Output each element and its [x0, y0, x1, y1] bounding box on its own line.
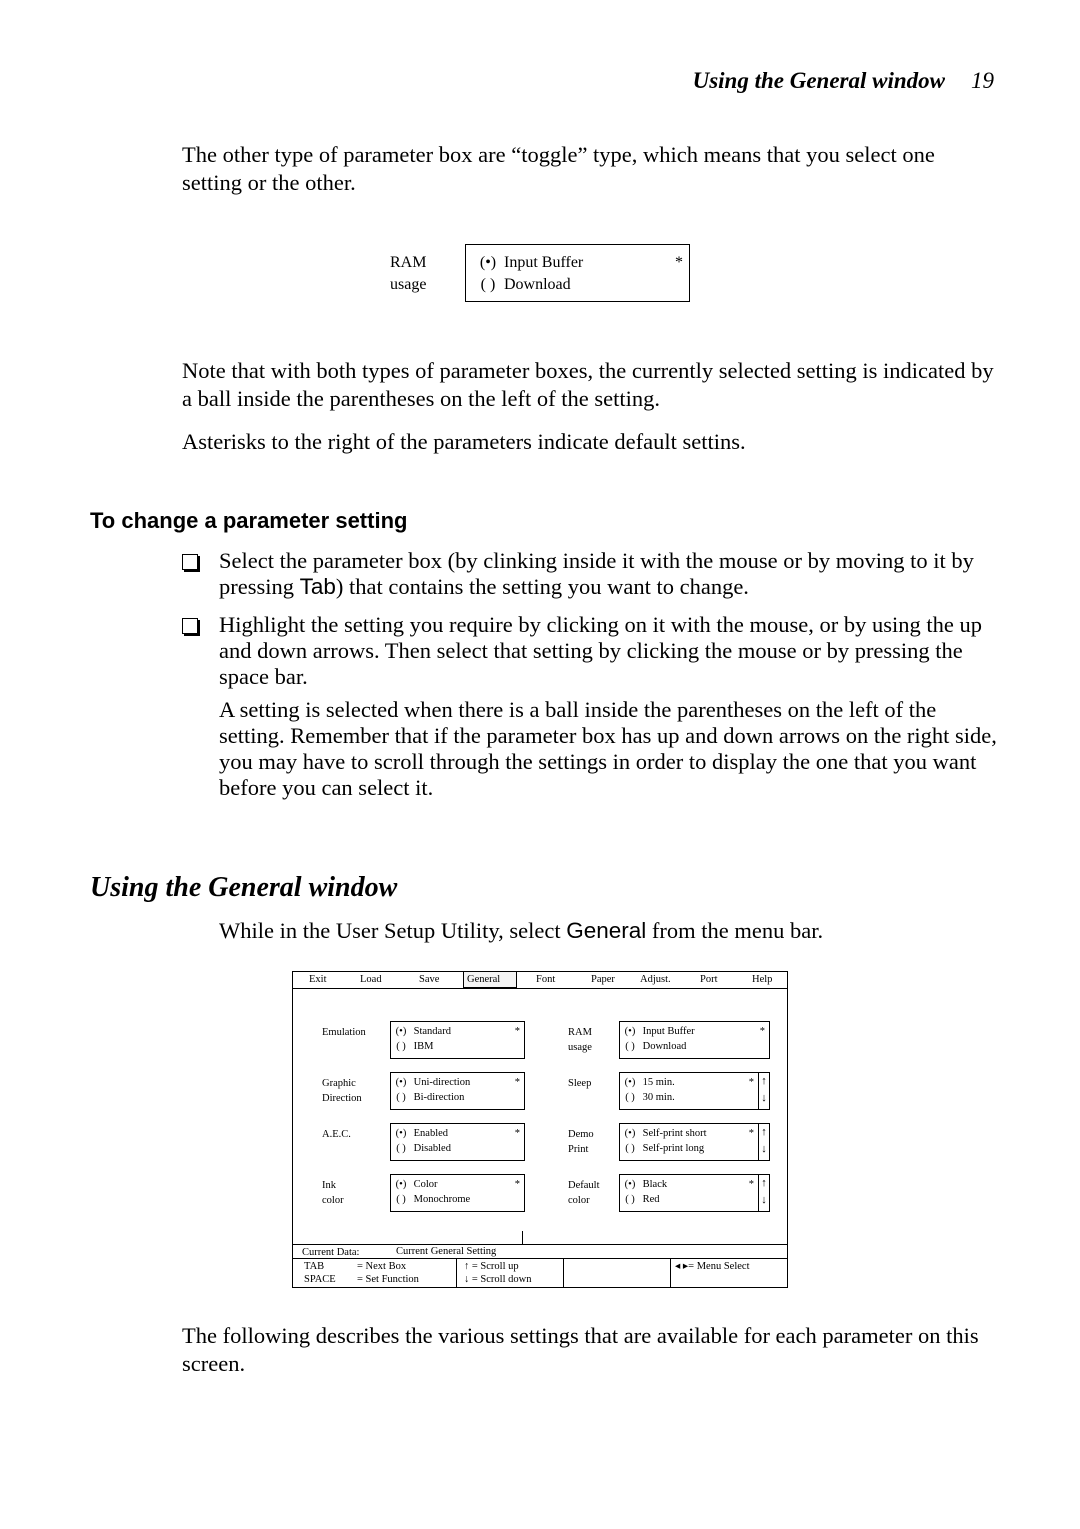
menu-adjust[interactable]: Adjust. [640, 974, 671, 985]
param-label-aec: A.E.C. [322, 1129, 351, 1140]
space-key-label: SPACE [304, 1274, 336, 1285]
radio-selected-icon: (•) [395, 1128, 407, 1139]
tab-key-desc: = Next Box [357, 1261, 407, 1272]
left-right-arrows-icon: ◂ ▸ [675, 1261, 689, 1272]
menu-load[interactable]: Load [360, 974, 382, 985]
bullet-1-text: Select the parameter box (by clinking inside it with the mouse or by moving to it by pressing [219, 548, 974, 599]
param-label-sleep: Sleep [568, 1078, 592, 1089]
status-bar [293, 1244, 787, 1288]
radio-unselected-icon: ( ) [396, 1143, 406, 1154]
asterisk-paragraph: Asterisks to the right of the parameters indicate default settins. [182, 429, 746, 454]
closing-paragraph: The following describes the various settings that are available for each parameter on this screen. [182, 1323, 979, 1376]
arrow-up-icon[interactable]: ↑ [761, 1075, 767, 1087]
param-label-default-color: Default color [568, 1180, 600, 1206]
menu-general[interactable]: General [463, 972, 517, 988]
param-option[interactable]: (•) Standard * [391, 1024, 524, 1039]
scroll-down-hint: ↓ = Scroll down [464, 1274, 532, 1285]
param-option[interactable]: (•) Self-print short * [620, 1126, 758, 1141]
example-label-line1: RAM [390, 254, 427, 271]
arrow-up-icon: ↑ [464, 1261, 470, 1272]
menu-font[interactable]: Font [536, 974, 556, 985]
general-menu-label: General [566, 918, 647, 943]
param-option[interactable]: ( ) Bi-direction [391, 1090, 524, 1105]
param-option[interactable]: ( ) Red [620, 1192, 769, 1207]
page-number: 19 [971, 68, 994, 93]
radio-selected-icon: (•) [624, 1179, 636, 1190]
param-option[interactable]: (•) 15 min. * [620, 1075, 758, 1090]
default-asterisk: * [748, 1077, 754, 1088]
bullet-1-text-end: ) that contains the setting you want to change. [335, 574, 749, 599]
default-asterisk: * [514, 1128, 520, 1139]
radio-unselected-icon: ( ) [625, 1092, 635, 1103]
radio-selected-icon: (•) [624, 1128, 636, 1139]
radio-unselected-icon: ( ) [396, 1041, 406, 1052]
radio-unselected-icon: ( ) [625, 1143, 635, 1154]
example-label-line2: usage [390, 276, 427, 293]
scroll-arrows[interactable] [758, 1073, 769, 1109]
bullet-2-text: Highlight the setting you require by clicking on it with the mouse, or by using the up and down arrows. Then select that setting by clicking the mouse or by pressing the space bar. [219, 612, 983, 689]
bullet-2-continuation-text: A setting is selected when there is a ball inside the parentheses on the left of the setting. Remember that if the parameter box has up and down arrows on the right side, you may have to scroll through the settings in order to display the one that you want before you can select it. [219, 697, 997, 800]
checkbox-bullet-icon [182, 554, 198, 570]
option-label: Download [504, 276, 571, 293]
scroll-arrows[interactable] [758, 1124, 769, 1160]
param-option[interactable]: ( ) Monochrome [391, 1192, 524, 1207]
tab-key-label: Tab [299, 574, 336, 599]
radio-selected-icon: (•) [624, 1026, 636, 1037]
divider [456, 1259, 457, 1288]
param-box-aec[interactable] [390, 1123, 525, 1161]
running-header [693, 68, 994, 94]
menu-bar [293, 972, 787, 989]
arrow-down-icon[interactable]: ↓ [761, 1194, 767, 1206]
intro-paragraph: The other type of parameter box are “toggle” type, which means that you select one setting or the other. [182, 142, 935, 195]
section-heading: To change a parameter setting [90, 508, 408, 533]
param-option[interactable]: (•) Color * [391, 1177, 524, 1192]
note-paragraph: Note that with both types of parameter boxes, the currently selected setting is indicated by a ball inside the parentheses on the left of the setting. [182, 358, 994, 411]
bullet-item-2 [182, 612, 997, 690]
general-window-screen [292, 971, 788, 1288]
example-label [390, 252, 426, 296]
header-title: Using the General window [692, 68, 945, 93]
radio-selected-icon: (•) [395, 1179, 407, 1190]
param-option[interactable]: ( ) Download [620, 1039, 769, 1054]
param-option[interactable]: ( ) Self-print long [620, 1141, 769, 1156]
param-label-demo-print: Demo Print [568, 1129, 594, 1155]
radio-unselected-icon: ( ) [396, 1194, 406, 1205]
menu-exit[interactable]: Exit [309, 974, 327, 985]
default-asterisk: * [748, 1179, 754, 1190]
current-data-label: Current Data: [302, 1247, 360, 1258]
scroll-arrows[interactable] [758, 1175, 769, 1211]
general-para-text: While in the User Setup Utility, select [219, 918, 567, 943]
example-parameter-box[interactable] [465, 244, 690, 302]
default-asterisk: * [514, 1077, 520, 1088]
checkbox-bullet-icon [182, 618, 198, 634]
main-heading: Using the General window [90, 872, 398, 903]
param-option[interactable]: (•) Black * [620, 1177, 758, 1192]
general-paragraph [219, 917, 999, 945]
param-option[interactable]: ( ) 30 min. [620, 1090, 769, 1105]
scroll-up-hint: ↑ = Scroll up [464, 1261, 519, 1272]
menu-save[interactable]: Save [419, 974, 440, 985]
current-data-value: Current General Setting [396, 1246, 497, 1257]
default-asterisk: * [748, 1128, 754, 1139]
param-box-ram-usage[interactable] [619, 1021, 770, 1059]
arrow-up-icon[interactable]: ↑ [761, 1177, 767, 1189]
arrow-down-icon[interactable]: ↓ [761, 1143, 767, 1155]
radio-selected-icon: (•) [479, 254, 497, 271]
param-box-emulation[interactable] [390, 1021, 525, 1059]
param-box-graphic-direction[interactable] [390, 1072, 525, 1110]
param-label-ram-usage: RAM usage [568, 1027, 592, 1053]
default-asterisk: * [514, 1026, 520, 1037]
param-box-default-color[interactable] [619, 1174, 770, 1212]
radio-unselected-icon: ( ) [480, 276, 496, 293]
current-data-row [293, 1245, 787, 1259]
param-label-emulation: Emulation [322, 1027, 366, 1038]
bullet-2-continuation [182, 697, 997, 801]
param-option[interactable]: (•) Enabled * [391, 1126, 524, 1141]
tab-key-label: TAB [304, 1261, 325, 1272]
param-box-ink-color[interactable] [390, 1174, 525, 1212]
param-option[interactable]: ( ) IBM [391, 1039, 524, 1054]
general-para-text-end: from the menu bar. [646, 918, 824, 943]
radio-unselected-icon: ( ) [625, 1194, 635, 1205]
space-key-desc: = Set Function [357, 1274, 419, 1285]
example-option-2[interactable] [466, 274, 689, 296]
menu-port[interactable]: Port [700, 974, 718, 985]
param-label-graphic-direction: Graphic Direction [322, 1078, 362, 1104]
menu-help[interactable]: Help [752, 974, 773, 985]
example-option-1[interactable] [466, 252, 689, 274]
arrow-down-icon[interactable]: ↓ [761, 1092, 767, 1104]
bullet-item-1 [182, 548, 997, 600]
param-option[interactable]: (•) Uni-direction * [391, 1075, 524, 1090]
menu-paper[interactable]: Paper [591, 974, 615, 985]
radio-unselected-icon: ( ) [625, 1041, 635, 1052]
arrow-up-icon[interactable]: ↑ [761, 1126, 767, 1138]
radio-unselected-icon: ( ) [396, 1092, 406, 1103]
param-box-demo-print[interactable] [619, 1123, 770, 1161]
radio-selected-icon: (•) [395, 1026, 407, 1037]
param-label-ink-color: Ink color [322, 1180, 344, 1206]
param-option[interactable]: ( ) Disabled [391, 1141, 524, 1156]
param-box-sleep[interactable] [619, 1072, 770, 1110]
default-asterisk: * [514, 1179, 520, 1190]
arrow-down-icon: ↓ [464, 1274, 470, 1285]
menu-select-hint: ◂ ▸= Menu Select [675, 1261, 750, 1272]
param-option[interactable]: (•) Input Buffer * [620, 1024, 769, 1039]
divider [563, 1259, 564, 1288]
divider [670, 1259, 671, 1288]
option-label: Input Buffer [504, 254, 584, 271]
default-asterisk: * [675, 254, 683, 271]
radio-selected-icon: (•) [624, 1077, 636, 1088]
default-asterisk: * [759, 1026, 765, 1037]
radio-selected-icon: (•) [395, 1077, 407, 1088]
divider [522, 1231, 523, 1244]
